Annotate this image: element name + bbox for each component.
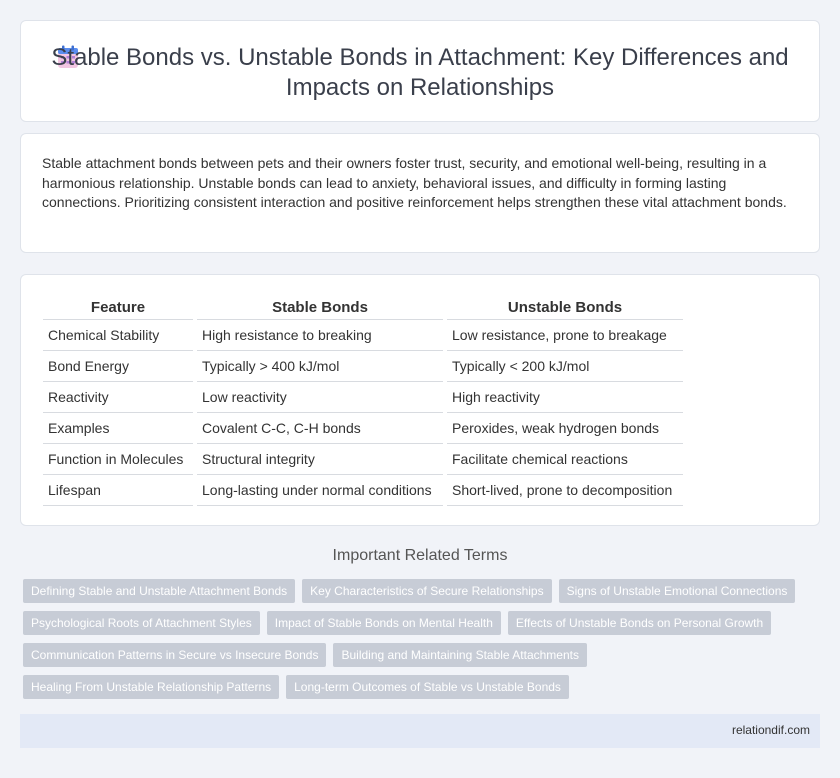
cell-unstable: Short-lived, prone to decomposition [447, 474, 683, 505]
header-card [20, 20, 820, 122]
cell-feature: Chemical Stability [43, 319, 193, 350]
related-term-tag[interactable]: Key Characteristics of Secure Relationships [302, 579, 551, 603]
related-terms-heading: Important Related Terms [332, 547, 508, 564]
intro-paragraph: Stable attachment bonds between pets and their owners foster trust, security, and emotional well-being, resulting in a harmonious relationship. Unstable bonds can lead to anxiety, behavioral issues, and difficulty in forming lasting connections. Prioritizing consistent interaction and positive reinforcement helps strengthen these vital attachment bonds. [42, 155, 787, 210]
related-term-tag[interactable]: Defining Stable and Unstable Attachment Bonds [23, 579, 295, 603]
related-term-tag[interactable]: Effects of Unstable Bonds on Personal Growth [508, 611, 771, 635]
cell-stable: Low reactivity [197, 381, 443, 412]
footer-site-link[interactable]: relationdif.com [731, 723, 810, 737]
cell-feature: Function in Molecules [43, 443, 193, 474]
related-term-tag[interactable]: Communication Patterns in Secure vs Insecure Bonds [23, 643, 326, 667]
header-feature: Feature [43, 297, 193, 319]
page-title: Stable Bonds vs. Unstable Bonds in Attachment: Key Differences and Impacts on Relationships [51, 44, 789, 101]
intro-card [20, 133, 820, 253]
cell-stable: Covalent C-C, C-H bonds [197, 412, 443, 443]
table-row [43, 350, 683, 381]
cell-stable: High resistance to breaking [197, 319, 443, 350]
header-stable: Stable Bonds [197, 297, 443, 319]
table-row [43, 474, 683, 505]
cell-stable: Structural integrity [197, 443, 443, 474]
table-row [43, 443, 683, 474]
related-term-tag[interactable]: Impact of Stable Bonds on Mental Health [267, 611, 501, 635]
cell-unstable: Typically < 200 kJ/mol [447, 350, 683, 381]
table-header-row [43, 297, 683, 319]
comparison-table [43, 297, 683, 506]
footer-bar [20, 714, 820, 748]
comparison-card [20, 274, 820, 526]
table-row [43, 381, 683, 412]
cell-unstable: Facilitate chemical reactions [447, 443, 683, 474]
related-term-tag[interactable]: Long-term Outcomes of Stable vs Unstable Bonds [286, 675, 569, 699]
cell-feature: Reactivity [43, 381, 193, 412]
related-terms-list [23, 579, 813, 707]
cell-feature: Lifespan [43, 474, 193, 505]
related-term-tag[interactable]: Signs of Unstable Emotional Connections [559, 579, 796, 603]
related-term-tag[interactable]: Healing From Unstable Relationship Patterns [23, 675, 279, 699]
table-row [43, 319, 683, 350]
cell-stable: Long-lasting under normal conditions [197, 474, 443, 505]
related-term-tag[interactable]: Psychological Roots of Attachment Styles [23, 611, 260, 635]
cell-unstable: Peroxides, weak hydrogen bonds [447, 412, 683, 443]
related-term-tag[interactable]: Building and Maintaining Stable Attachments [333, 643, 587, 667]
header-unstable: Unstable Bonds [447, 297, 683, 319]
cell-feature: Examples [43, 412, 193, 443]
cell-unstable: High reactivity [447, 381, 683, 412]
cell-feature: Bond Energy [43, 350, 193, 381]
cell-stable: Typically > 400 kJ/mol [197, 350, 443, 381]
table-row [43, 412, 683, 443]
cell-unstable: Low resistance, prone to breakage [447, 319, 683, 350]
